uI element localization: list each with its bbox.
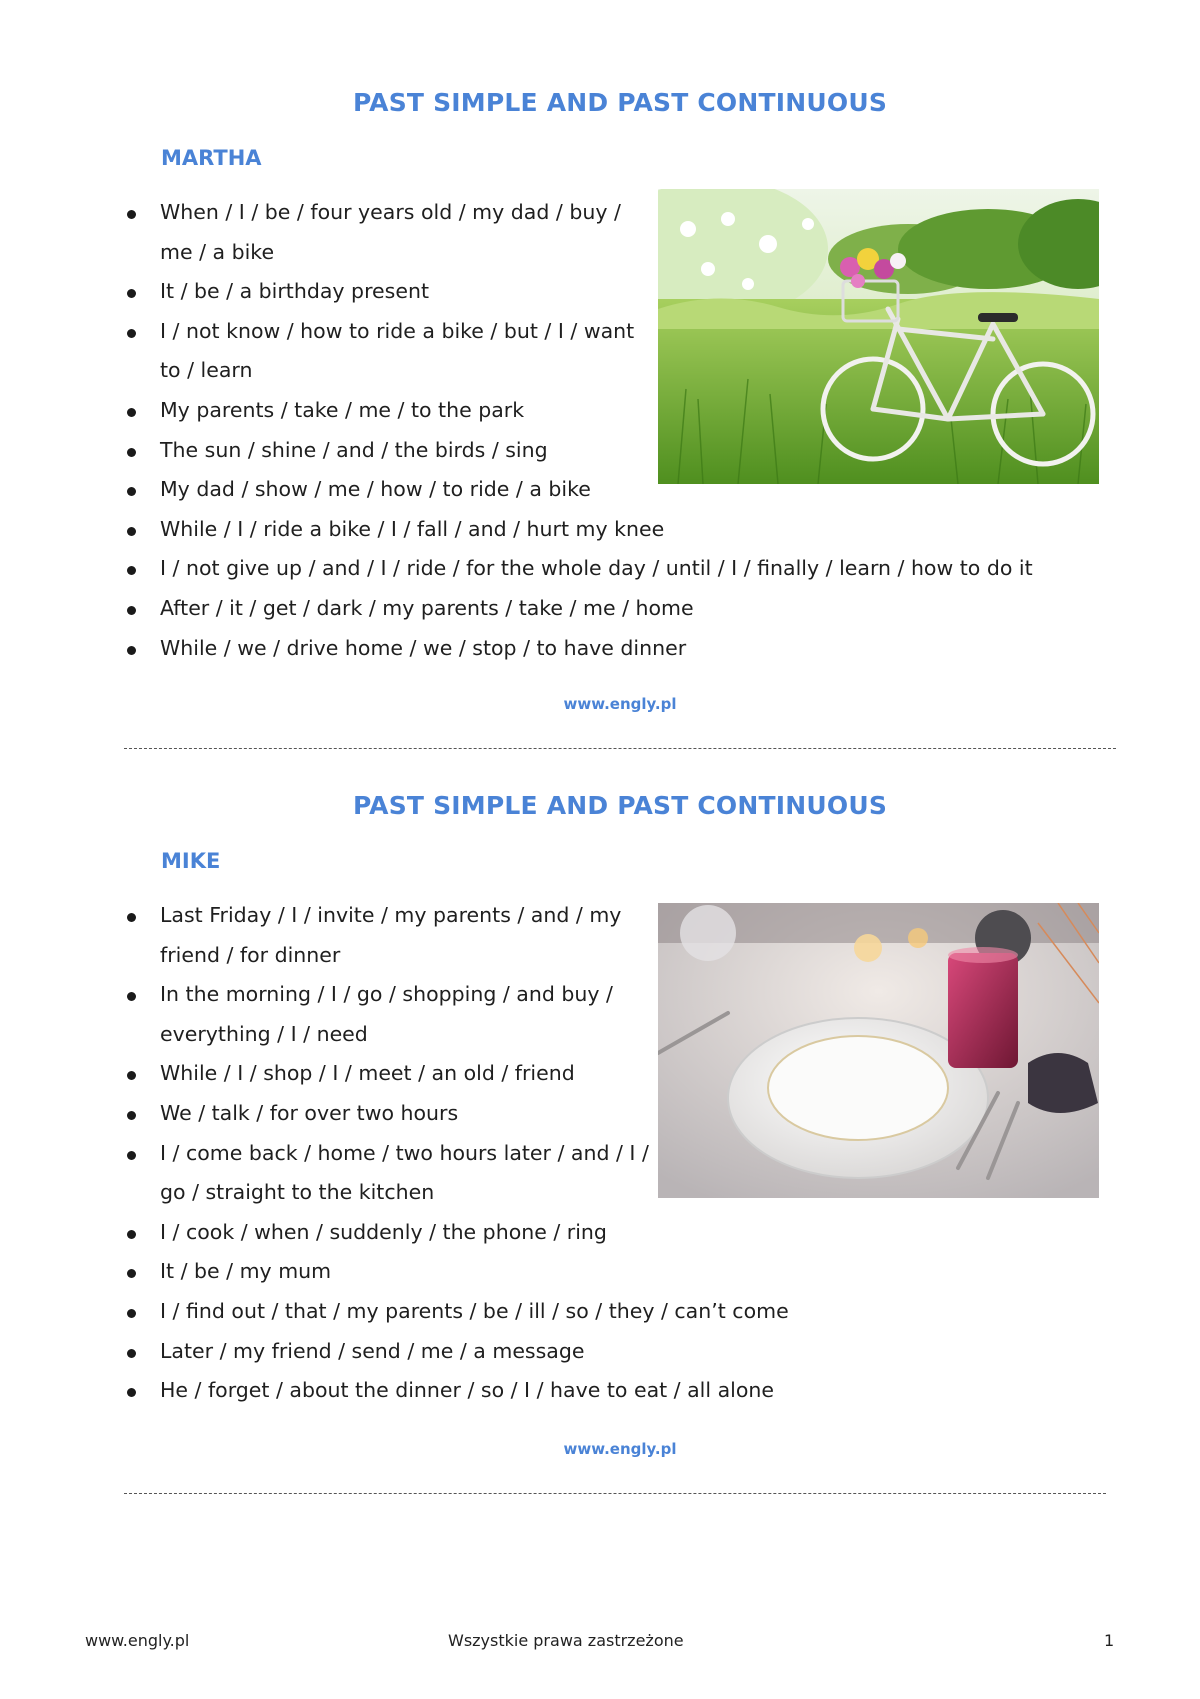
bullet-icon	[127, 408, 136, 417]
bullet-icon	[127, 913, 136, 922]
list-item: Later / my friend / send / me / a message	[124, 1332, 789, 1372]
website-link[interactable]: www.engly.pl	[563, 1440, 677, 1458]
student-name: MARTHA	[161, 146, 262, 170]
list-item: Last Friday / I / invite / my parents / and / my friend / for dinner	[124, 896, 654, 975]
footer-website[interactable]: www.engly.pl	[85, 1631, 190, 1650]
section-title: PAST SIMPLE AND PAST CONTINUOUS	[352, 791, 888, 820]
bullet-icon	[127, 527, 136, 536]
bullet-icon	[127, 646, 136, 655]
bullet-icon	[127, 992, 136, 1001]
list-item: While / we / drive home / we / stop / to have dinner	[124, 629, 1033, 669]
page-number: 1	[1104, 1631, 1115, 1650]
bullet-icon	[127, 1111, 136, 1120]
list-item: My parents / take / me / to the park	[124, 391, 654, 431]
bullet-icon	[127, 1388, 136, 1397]
list-item: It / be / a birthday present	[124, 272, 654, 312]
bullet-icon	[127, 1230, 136, 1239]
bullet-icon	[127, 329, 136, 338]
list-item: When / I / be / four years old / my dad / buy / me / a bike	[124, 193, 654, 272]
bullet-icon	[127, 487, 136, 496]
list-item: I / come back / home / two hours later / and / I / go / straight to the kitchen	[124, 1134, 654, 1213]
bullet-icon	[127, 210, 136, 219]
page-footer	[0, 1631, 1200, 1655]
list-item: My dad / show / me / how / to ride / a bike	[124, 470, 654, 510]
list-item: I / not give up / and / I / ride / for the whole day / until / I / finally / learn / how to do it	[124, 549, 1033, 589]
section-title: PAST SIMPLE AND PAST CONTINUOUS	[352, 88, 888, 117]
list-item: In the morning / I / go / shopping / and buy / everything / I / need	[124, 975, 654, 1054]
list-item: I / find out / that / my parents / be / ill / so / they / can’t come	[124, 1292, 789, 1332]
bullet-icon	[127, 448, 136, 457]
bullet-icon	[127, 606, 136, 615]
list-item: After / it / get / dark / my parents / take / me / home	[124, 589, 1033, 629]
bullet-icon	[127, 566, 136, 575]
list-item: It / be / my mum	[124, 1252, 789, 1292]
list-item: We / talk / for over two hours	[124, 1094, 654, 1134]
list-item: The sun / shine / and / the birds / sing	[124, 431, 654, 471]
list-item: He / forget / about the dinner / so / I / have to eat / all alone	[124, 1371, 789, 1411]
exercise-list	[124, 896, 789, 1411]
list-item: I / not know / how to ride a bike / but / I / want to / learn	[124, 312, 654, 391]
cut-line-divider	[124, 1493, 1106, 1494]
exercise-list	[124, 193, 1033, 668]
bullet-icon	[127, 1309, 136, 1318]
footer-copyright: Wszystkie prawa zastrzeżone	[448, 1631, 684, 1650]
list-item: I / cook / when / suddenly / the phone / ring	[124, 1213, 789, 1253]
list-item: While / I / shop / I / meet / an old / friend	[124, 1054, 654, 1094]
student-name: MIKE	[161, 849, 221, 873]
bullet-icon	[127, 289, 136, 298]
bullet-icon	[127, 1071, 136, 1080]
bullet-icon	[127, 1151, 136, 1160]
website-link[interactable]: www.engly.pl	[563, 695, 677, 713]
bullet-icon	[127, 1269, 136, 1278]
list-item: While / I / ride a bike / I / fall / and / hurt my knee	[124, 510, 1033, 550]
bullet-icon	[127, 1349, 136, 1358]
cut-line-divider	[124, 748, 1116, 749]
